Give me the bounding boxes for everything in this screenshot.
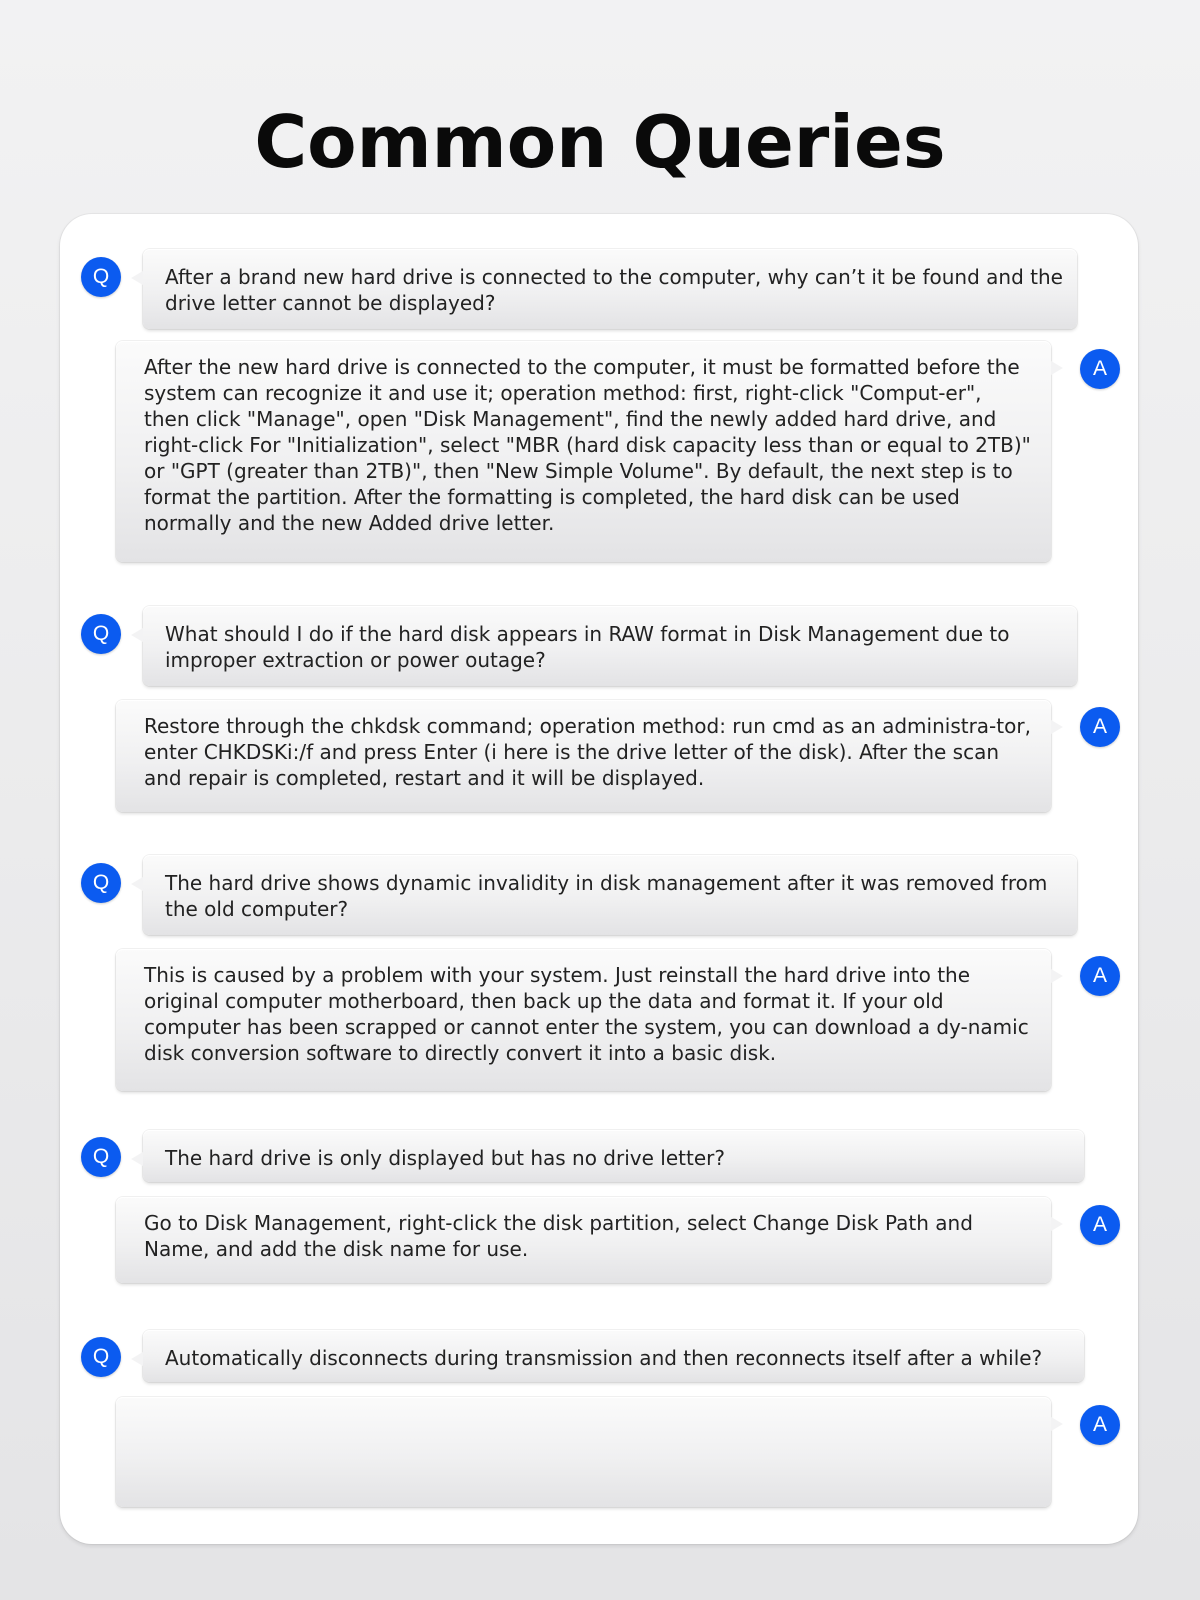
question-badge: Q [81,863,121,903]
answer-bubble: Go to Disk Management, right-click the disk partition, select Change Disk Path and Name, and add the disk name for use. [116,1197,1051,1283]
answer-badge: A [1080,956,1120,996]
answer-badge: A [1080,707,1120,747]
question-badge: Q [81,1337,121,1377]
question-bubble: After a brand new hard drive is connected to the computer, why can’t it be found and the drive letter cannot be displayed? [143,249,1077,329]
question-badge: Q [81,614,121,654]
question-badge: Q [81,257,121,297]
page-title: Common Queries [254,100,946,184]
answer-bubble: After the new hard drive is connected to the computer, it must be formatted before the system can recognize it and use it; operation method: first, right-click "Comput-er", then click "Manage", open "Disk Management", find the newly added hard drive, and right-click For "Initialization", select "MBR (hard disk capacity less than or equal to 2TB)" or "GPT (greater than 2TB)", then "New Simple Volume". By default, the next step is to format the partition. After the formatting is completed, the hard disk can be used normally and the new Added drive letter. [116,341,1051,562]
answer-badge: A [1080,1205,1120,1245]
answer-badge: A [1080,1405,1120,1445]
question-bubble: The hard drive is only displayed but has no drive letter? [143,1130,1084,1182]
answer-bubble: This is caused by a problem with your system. Just reinstall the hard drive into the original computer motherboard, then back up the data and format it. If your old computer has been scrapped or cannot enter the system, you can download a dy-namic disk conversion software to directly convert it into a basic disk. [116,949,1051,1091]
question-bubble: The hard drive shows dynamic invalidity in disk management after it was removed from the old computer? [143,855,1077,935]
answer-badge: A [1080,349,1120,389]
answer-bubble [116,1397,1051,1507]
question-badge: Q [81,1137,121,1177]
answer-bubble: Restore through the chkdsk command; operation method: run cmd as an administra-tor, enter CHKDSKi:/f and press Enter (i here is the drive letter of the disk). After the scan and repair is completed, restart and it will be displayed. [116,700,1051,812]
question-bubble: What should I do if the hard disk appears in RAW format in Disk Management due to improper extraction or power outage? [143,606,1077,686]
question-bubble: Automatically disconnects during transmission and then reconnects itself after a while? [143,1330,1084,1382]
